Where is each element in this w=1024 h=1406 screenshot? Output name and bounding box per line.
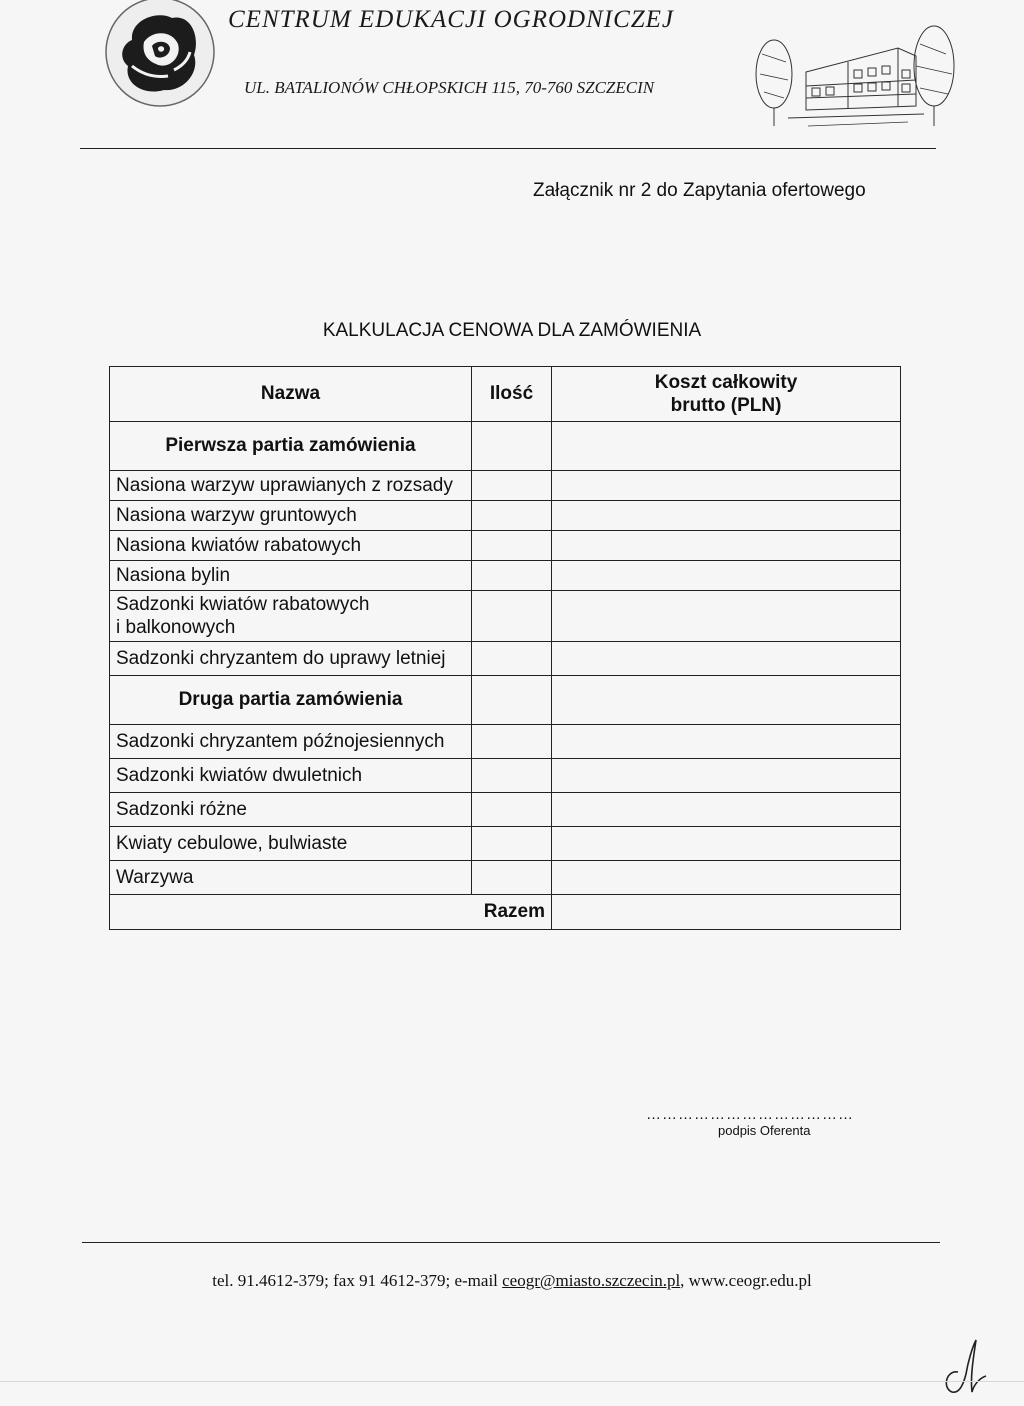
cost-cell bbox=[552, 861, 901, 895]
cost-cell bbox=[552, 759, 901, 793]
table-row bbox=[110, 827, 901, 861]
table-header-row bbox=[110, 367, 901, 422]
document-title: KALKULACJA CENOWA DLA ZAMÓWIENIA bbox=[322, 320, 702, 341]
signature-label: podpis Oferenta bbox=[718, 1123, 811, 1138]
page-edge-line bbox=[0, 1381, 1024, 1382]
section-row-second-batch bbox=[110, 676, 901, 725]
quantity-cell bbox=[472, 422, 552, 471]
table-row bbox=[110, 725, 901, 759]
item-name: Sadzonki kwiatów dwuletnich bbox=[110, 759, 472, 793]
contact-separator: , bbox=[680, 1271, 689, 1290]
item-name: Nasiona warzyw gruntowych bbox=[110, 501, 472, 531]
column-header-quantity: Ilość bbox=[472, 367, 552, 422]
quantity-cell bbox=[472, 827, 552, 861]
rose-logo bbox=[102, 0, 222, 112]
email-link[interactable]: ceogr@miasto.szczecin.pl bbox=[502, 1271, 681, 1290]
column-header-name: Nazwa bbox=[110, 367, 472, 422]
section-row-first-batch bbox=[110, 422, 901, 471]
item-name-line1: Sadzonki kwiatów rabatowych bbox=[116, 593, 370, 615]
item-name: Warzywa bbox=[110, 861, 472, 895]
contact-phone-fax: tel. 91.4612-379; fax 91 4612-379; e-mail bbox=[212, 1271, 503, 1290]
quantity-cell bbox=[472, 642, 552, 676]
item-name: Kwiaty cebulowe, bulwiaste bbox=[110, 827, 472, 861]
cost-cell bbox=[552, 642, 901, 676]
quantity-cell bbox=[472, 759, 552, 793]
total-cost-header-line2: brutto (PLN) bbox=[670, 395, 782, 416]
quantity-cell bbox=[472, 531, 552, 561]
item-name bbox=[110, 591, 472, 642]
cost-cell bbox=[552, 501, 901, 531]
table-row bbox=[110, 793, 901, 827]
organization-name: CENTRUM EDUKACJI OGRODNICZEJ bbox=[228, 6, 675, 33]
cost-cell bbox=[552, 676, 901, 725]
footer-contact bbox=[0, 1271, 1024, 1291]
item-name: Nasiona kwiatów rabatowych bbox=[110, 531, 472, 561]
quantity-cell bbox=[472, 501, 552, 531]
column-header-total-cost bbox=[552, 367, 901, 422]
total-cost-cell bbox=[552, 895, 901, 930]
cost-cell bbox=[552, 793, 901, 827]
footer-divider bbox=[82, 1242, 940, 1243]
website-link[interactable]: www.ceogr.edu.pl bbox=[688, 1271, 812, 1290]
item-name: Nasiona warzyw uprawianych z rozsady bbox=[110, 471, 472, 501]
cost-cell bbox=[552, 422, 901, 471]
cost-cell bbox=[552, 591, 901, 642]
cost-cell bbox=[552, 725, 901, 759]
cost-cell bbox=[552, 561, 901, 591]
signature-line: ………………………………… bbox=[646, 1106, 854, 1123]
header-divider bbox=[80, 148, 936, 149]
total-row bbox=[110, 895, 901, 930]
organization-address: UL. BATALIONÓW CHŁOPSKICH 115, 70-760 SZCZECIN bbox=[244, 78, 655, 97]
handwritten-initials bbox=[936, 1336, 996, 1398]
cost-cell bbox=[552, 827, 901, 861]
item-name-line2: i balkonowych bbox=[116, 617, 236, 638]
item-name: Sadzonki chryzantem do uprawy letniej bbox=[110, 642, 472, 676]
section-label: Druga partia zamówienia bbox=[110, 676, 472, 725]
table-row bbox=[110, 642, 901, 676]
total-cost-header-line1: Koszt całkowity bbox=[654, 371, 798, 393]
total-label: Razem bbox=[110, 895, 552, 930]
quantity-cell bbox=[472, 793, 552, 827]
table-row bbox=[110, 591, 901, 642]
table-row bbox=[110, 501, 901, 531]
attachment-note: Załącznik nr 2 do Zapytania ofertowego bbox=[533, 180, 866, 201]
price-calculation-table bbox=[109, 366, 901, 930]
cost-cell bbox=[552, 471, 901, 501]
item-name: Nasiona bylin bbox=[110, 561, 472, 591]
table-row bbox=[110, 861, 901, 895]
item-name: Sadzonki chryzantem późnojesiennych bbox=[110, 725, 472, 759]
quantity-cell bbox=[472, 561, 552, 591]
table-row bbox=[110, 561, 901, 591]
school-building-illustration bbox=[748, 14, 960, 132]
table-row bbox=[110, 471, 901, 501]
section-label: Pierwsza partia zamówienia bbox=[110, 422, 472, 471]
quantity-cell bbox=[472, 591, 552, 642]
quantity-cell bbox=[472, 861, 552, 895]
quantity-cell bbox=[472, 725, 552, 759]
cost-cell bbox=[552, 531, 901, 561]
item-name: Sadzonki różne bbox=[110, 793, 472, 827]
table-row bbox=[110, 531, 901, 561]
table-row bbox=[110, 759, 901, 793]
quantity-cell bbox=[472, 471, 552, 501]
quantity-cell bbox=[472, 676, 552, 725]
